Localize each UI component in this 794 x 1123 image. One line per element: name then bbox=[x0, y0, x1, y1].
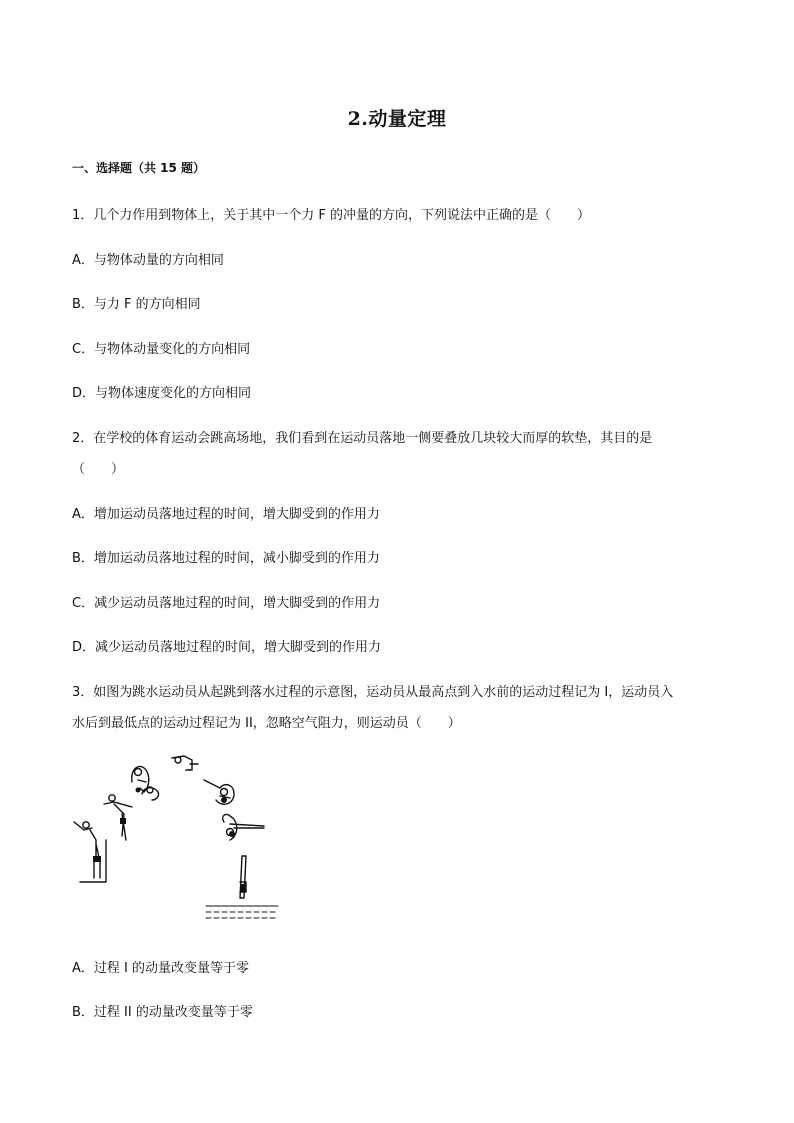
section-heading: 一、选择题（共 15 题） bbox=[72, 161, 206, 175]
diver-jump bbox=[104, 795, 132, 840]
question-2-stem-line-1: 2．在学校的体育运动会跳高场地，我们看到在运动员落地一侧要叠放几块较大而厚的软垫，其目的是 bbox=[72, 431, 653, 446]
question-3-option-b: B．过程 II 的动量改变量等于零 bbox=[72, 1005, 253, 1020]
diver-pike-top bbox=[172, 756, 198, 770]
question-3-stem-line-1: 3．如图为跳水运动员从起跳到落水过程的示意图，运动员从最高点到入水前的运动过程记为 I，运动员入 bbox=[72, 685, 674, 700]
diver-standing bbox=[74, 822, 100, 878]
question-1-stem: 1．几个力作用到物体上，关于其中一个力 F 的冲量的方向，下列说法中正确的是（ ） bbox=[72, 208, 591, 223]
question-2-option-b: B．增加运动员落地过程的时间，减小脚受到的作用力 bbox=[72, 551, 380, 566]
question-1-option-c: C．与物体动量变化的方向相同 bbox=[72, 342, 251, 357]
question-1-option-d: D．与物体速度变化的方向相同 bbox=[72, 386, 252, 401]
diver-pike bbox=[204, 780, 234, 804]
page-title: 2.动量定理 bbox=[347, 108, 447, 130]
diver-twist bbox=[223, 814, 264, 840]
question-3-option-a: A．过程 I 的动量改变量等于零 bbox=[72, 961, 249, 976]
question-2-option-d: D．减少运动员落地过程的时间，增大脚受到的作用力 bbox=[72, 640, 382, 655]
question-1-option-b: B．与力 F 的方向相同 bbox=[72, 297, 201, 312]
water-surface bbox=[206, 906, 278, 918]
question-3-stem-line-2: 水后到最低点的运动过程记为 II，忽略空气阻力，则运动员（ ） bbox=[72, 716, 461, 731]
question-2-option-c: C．减少运动员落地过程的时间，增大脚受到的作用力 bbox=[72, 596, 381, 611]
question-1-option-a: A．与物体动量的方向相同 bbox=[72, 253, 224, 268]
diving-diagram bbox=[70, 752, 280, 932]
diver-tuck-2 bbox=[142, 787, 159, 800]
question-2-stem-line-2: （ ） bbox=[72, 462, 125, 477]
question-2-option-a: A．增加运动员落地过程的时间，增大脚受到的作用力 bbox=[72, 507, 380, 522]
